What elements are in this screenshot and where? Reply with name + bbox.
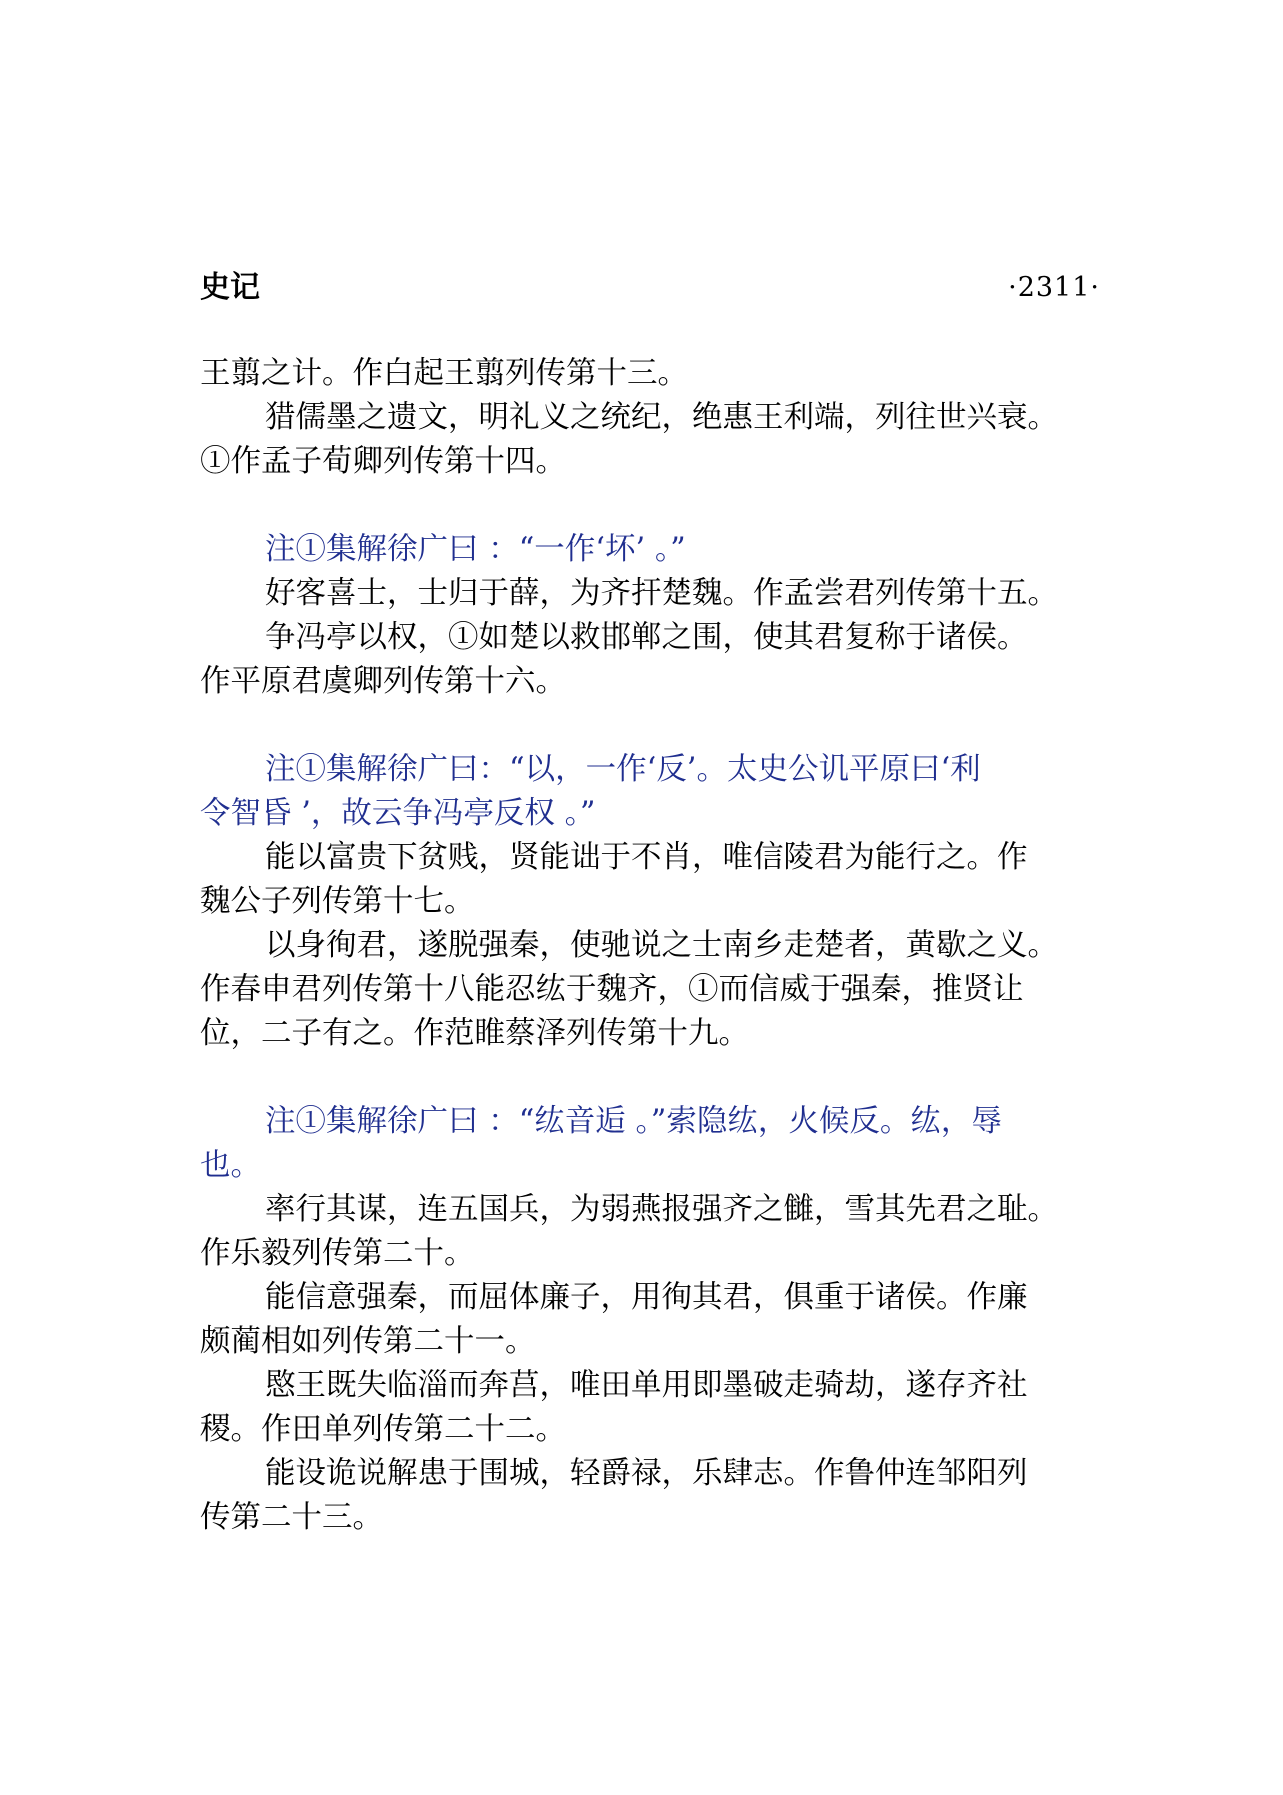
text-line: 作春申君列传第十八能忍纮于魏齐，①而信威于强秦，推贤让 <box>200 972 1024 1007</box>
text-line: 传第二十三。 <box>200 1500 383 1535</box>
paragraph-gap <box>200 1056 1100 1100</box>
text-line: 颇蔺相如列传第二十一。 <box>200 1324 536 1359</box>
text-line: 能设诡说解患于围城，轻爵禄，乐肆志。作鲁仲连邹阳列 <box>265 1456 1028 1491</box>
annotation-line: 令智昏 ’，故云争冯亭反权 。” <box>200 796 596 831</box>
text-line: 好客喜士，士归于薛，为齐扞楚魏。作孟尝君列传第十五。 <box>265 576 1058 611</box>
text-line: 争冯亭以权，①如楚以救邯郸之围，使其君复称于诸侯。 <box>265 620 1028 655</box>
text-line: 以身徇君，遂脱强秦，使驰说之士南乡走楚者，黄歇之义。 <box>265 928 1058 963</box>
paragraph-gap <box>200 704 1100 748</box>
text-line: 魏公子列传第十七。 <box>200 884 475 919</box>
text-line: 稷。作田单列传第二十二。 <box>200 1412 566 1447</box>
book-title: 史记 <box>200 270 260 305</box>
text-line: 率行其谋，连五国兵，为弱燕报强齐之雠，雪其先君之耻。 <box>265 1192 1058 1227</box>
text-line: 能以富贵下贫贱，贤能诎于不肖，唯信陵君为能行之。作 <box>265 840 1028 875</box>
text-line: 猎儒墨之遗文，明礼义之统纪，绝惠王利端，列往世兴衰。 <box>265 400 1058 435</box>
page-number: ·2311· <box>1008 272 1100 303</box>
running-header <box>200 268 1100 308</box>
text-line: 作乐毅列传第二十。 <box>200 1236 475 1271</box>
text-line: ①作孟子荀卿列传第十四。 <box>200 444 566 479</box>
text-line: 位，二子有之。作范睢蔡泽列传第十九。 <box>200 1016 749 1051</box>
paragraph-gap <box>200 484 1100 528</box>
text-line: 作平原君虞卿列传第十六。 <box>200 664 566 699</box>
text-line: 能信意强秦，而屈体廉子，用徇其君，俱重于诸侯。作廉 <box>265 1280 1028 1315</box>
annotation-line: 注①集解徐广曰 ：“一作‘坏’ 。” <box>265 532 686 567</box>
annotation-line: 注①集解徐广曰 ：“纮音逅 。”索隐纮，火候反。纮，辱 <box>265 1104 1002 1139</box>
annotation-line: 注①集解徐广曰：“以，一作‘反’。太史公讥平原曰‘利 <box>265 752 981 787</box>
text-line: 王翦之计。作白起王翦列传第十三。 <box>200 356 688 391</box>
text-line: 愍王既失临淄而奔莒，唯田单用即墨破走骑劫，遂存齐社 <box>265 1368 1028 1403</box>
annotation-line: 也。 <box>200 1148 261 1183</box>
body-text <box>200 352 1100 1540</box>
